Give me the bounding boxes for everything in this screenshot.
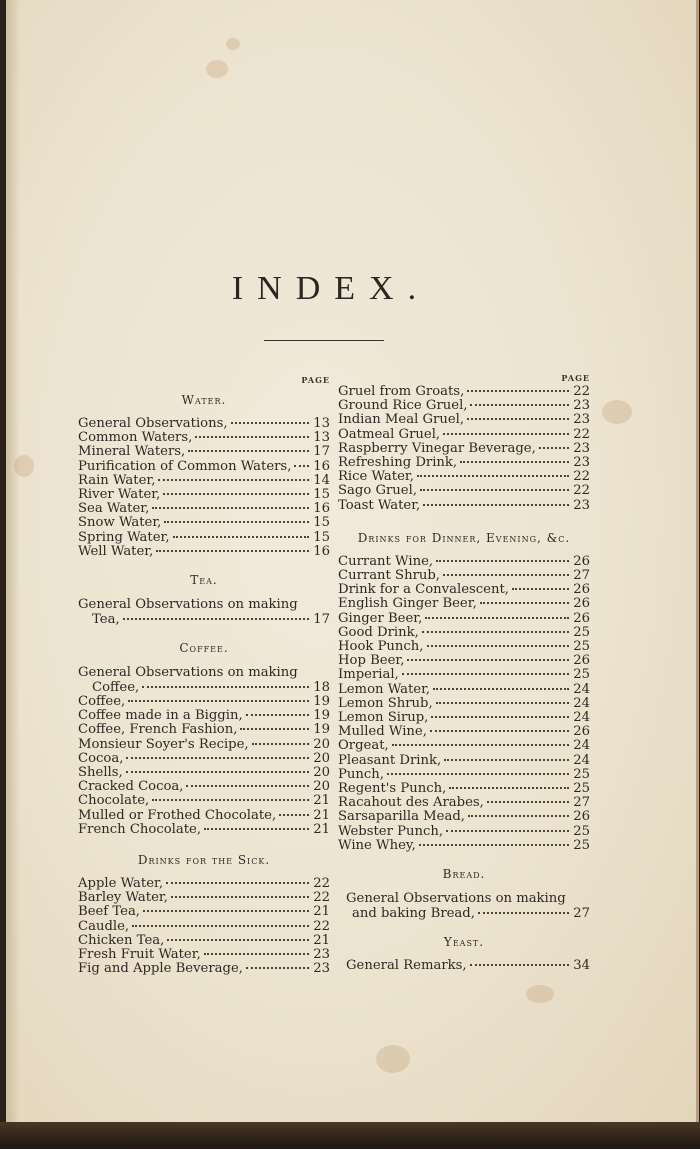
index-entry: General Observations on making Tea, 17 — [78, 597, 330, 628]
index-entry: Ginger Beer, 26 — [338, 610, 590, 626]
index-entry: Imperial, 25 — [338, 667, 590, 683]
index-title: INDEX. — [231, 270, 431, 307]
index-entry: Apple Water, 22 — [78, 876, 330, 892]
index-entry: Regent's Punch, 25 — [338, 781, 590, 797]
section-heading-water: Water. — [181, 393, 227, 407]
index-entry: River Water, 15 — [78, 487, 330, 503]
index-entry: Mineral Waters, 17 — [78, 444, 330, 460]
index-entry: Racahout des Arabes, 27 — [338, 795, 590, 811]
index-entry: Sea Water, 16 — [78, 501, 330, 517]
paper-stain — [376, 1045, 410, 1073]
index-entry: Cracked Cocoa, 20 — [78, 779, 330, 795]
index-entry: Webster Punch, 25 — [338, 823, 590, 839]
title-rule — [264, 340, 384, 341]
index-entry: Spring Water, 15 — [78, 529, 330, 545]
index-entry: Gruel from Groats, 22 — [338, 384, 590, 399]
section-heading-drinks-for-dinner: Drinks for Dinner, Evening, &c. — [357, 530, 571, 545]
index-entry: Chicken Tea, 21 — [78, 932, 330, 948]
index-entry: Raspberry Vinegar Beverage, 23 — [338, 440, 590, 456]
index-entry: Lemon Shrub, 24 — [338, 695, 590, 711]
sick-drinks-entries — [78, 877, 330, 976]
index-entry: Sago Gruel, 22 — [338, 483, 590, 499]
index-entry: Chocolate, 21 — [78, 793, 330, 809]
index-entry: Pleasant Drink, 24 — [338, 752, 590, 768]
index-entry: Drink for a Convalescent, 26 — [338, 582, 590, 598]
index-entry: Fig and Apple Beverage, 23 — [78, 961, 330, 977]
index-entry: Beef Tea, 21 — [78, 904, 330, 920]
section-heading-coffee: Coffee. — [179, 641, 229, 656]
index-entry: English Ginger Beer, 26 — [338, 596, 590, 612]
index-entry: General Observations on making and baking Bread, 27 — [346, 891, 590, 922]
index-entry: Oatmeal Gruel, 22 — [338, 426, 590, 442]
index-entry: General Observations on making Coffee, 18 — [78, 665, 330, 696]
paper-stain — [226, 38, 240, 50]
left-column — [78, 375, 330, 976]
index-entry: Punch, 25 — [338, 766, 590, 782]
index-entry: Rice Water, 22 — [338, 469, 590, 485]
index-entry: Currant Shrub, 27 — [338, 568, 590, 584]
index-entry: Refreshing Drink, 23 — [338, 455, 590, 471]
index-entry: Mulled or Frothed Chocolate, 21 — [78, 807, 330, 823]
paper-stain — [602, 400, 632, 424]
right-column — [338, 375, 590, 973]
index-entry: Good Drink, 25 — [338, 624, 590, 640]
index-entry: Coffee, 19 — [78, 694, 330, 710]
index-entry: Fresh Fruit Water, 23 — [78, 947, 330, 963]
index-entry: Snow Water, 15 — [78, 515, 330, 531]
index-entry: Lemon Sirup, 24 — [338, 710, 590, 726]
index-entry: Wine Whey, 25 — [338, 837, 590, 853]
index-entry: General Remarks, 34 — [346, 958, 590, 974]
index-entry: Purification of Common Waters, 16 — [78, 458, 330, 474]
paper-stain — [206, 60, 228, 78]
section-heading-bread: Bread. — [442, 867, 486, 882]
index-entry: Hook Punch, 25 — [338, 639, 590, 655]
index-entry: Monsieur Soyer's Recipe, 20 — [78, 736, 330, 752]
index-entry: Indian Meal Gruel, 23 — [338, 412, 590, 428]
section-heading-yeast: Yeast. — [443, 935, 485, 950]
index-entry: Common Waters, 13 — [78, 430, 330, 446]
index-entry: Well Water, 16 — [78, 543, 330, 559]
coffee-entries — [78, 695, 330, 837]
index-entry: Mulled Wine, 26 — [338, 724, 590, 740]
water-entries — [78, 417, 330, 559]
index-entry: French Chocolate, 21 — [78, 821, 330, 837]
dinner-drinks-entries — [338, 555, 590, 853]
index-entry: General Observations, 13 — [78, 416, 330, 431]
index-entry: Coffee made in a Biggin, 19 — [78, 708, 330, 724]
page-spine-shadow — [6, 0, 20, 1122]
index-entry: Ground Rice Gruel, 23 — [338, 398, 590, 414]
index-entry: Toast Water, 23 — [338, 497, 590, 513]
index-entry: Cocoa, 20 — [78, 750, 330, 766]
paper-stain — [14, 455, 34, 477]
section-heading-drinks-for-the-sick: Drinks for the Sick. — [137, 853, 271, 868]
index-entry: Caudle, 22 — [78, 918, 330, 934]
index-entry: Rain Water, 14 — [78, 472, 330, 488]
index-entry: Shells, 20 — [78, 765, 330, 781]
paper-stain — [526, 985, 554, 1003]
page-column-label: PAGE — [561, 373, 590, 383]
index-entry: Orgeat, 24 — [338, 738, 590, 754]
index-entry: Lemon Water, 24 — [338, 681, 590, 697]
gruel-entries — [338, 385, 590, 513]
index-entry: Barley Water, 22 — [78, 890, 330, 906]
index-entry: Coffee, French Fashion, 19 — [78, 722, 330, 738]
section-heading-tea: Tea. — [190, 573, 218, 588]
index-entry: Currant Wine, 26 — [338, 553, 590, 569]
index-entry: Sarsaparilla Mead, 26 — [338, 809, 590, 825]
book-page — [6, 0, 699, 1122]
page-column-label: PAGE — [301, 375, 330, 385]
book-bottom-edge — [0, 1122, 700, 1149]
index-entry: Hop Beer, 26 — [338, 653, 590, 669]
